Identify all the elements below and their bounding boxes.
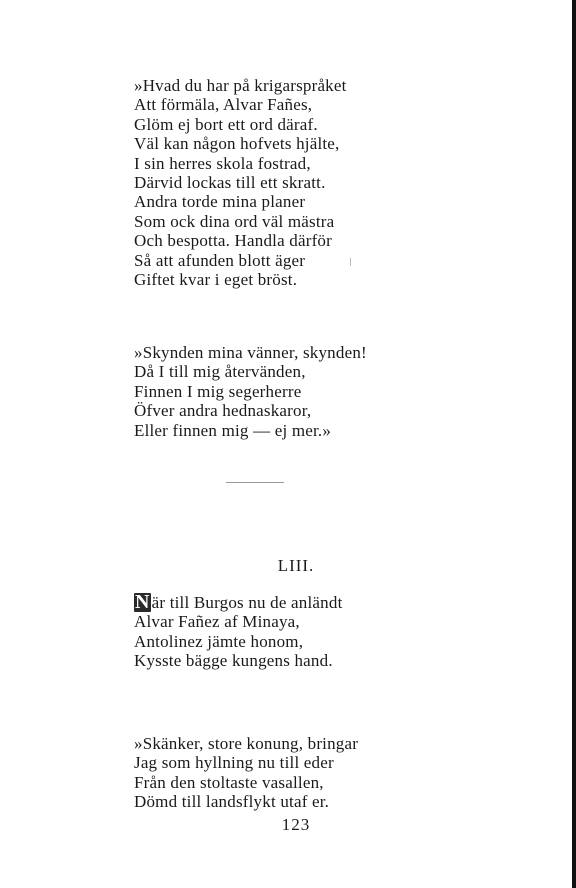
verse-line: Kysste bägge kungens hand. bbox=[134, 651, 333, 671]
verse-line-rest: är till Burgos nu de anländt bbox=[151, 593, 343, 612]
verse-line: Finnen I mig segerherre bbox=[134, 381, 302, 401]
verse-line: Eller finnen mig — ej mer.» bbox=[134, 420, 332, 440]
verse-line: Och bespotta. Handla därför bbox=[134, 231, 332, 251]
page-edge-shadow bbox=[572, 0, 576, 888]
verse-line: »Skänker, store konung, bringar bbox=[134, 734, 359, 753]
verse-line: Så att afunden blott äger bbox=[134, 250, 306, 270]
verse-line: Alvar Fañez af Minaya, bbox=[134, 612, 300, 632]
page-number: 123 bbox=[281, 815, 311, 834]
verse-line: Då I till mig återvänden, bbox=[134, 362, 306, 382]
section-divider bbox=[226, 482, 284, 483]
verse-line: Antolinez jämte honom, bbox=[134, 631, 304, 651]
verse-line: Öfver andra hednaskaror, bbox=[134, 401, 312, 421]
stanza-skanker bbox=[134, 734, 358, 812]
verse-line: Som ock dina ord väl mästra bbox=[134, 211, 335, 231]
verse-line: »Hvad du har på krigarspråket bbox=[134, 76, 347, 95]
verse-line: Glöm ej bort ett ord däraf. bbox=[134, 114, 318, 134]
verse-line: Att förmäla, Alvar Fañes, bbox=[134, 95, 313, 115]
verse-line: Dömd till landsflykt utaf er. bbox=[134, 792, 330, 812]
verse-line: »Skynden mina vänner, skynden! bbox=[134, 343, 367, 362]
verse-line: Jag som hyllning nu till eder bbox=[134, 753, 334, 773]
chapter-heading: LIII. bbox=[277, 556, 315, 575]
verse-line: Därvid lockas till ett skratt. bbox=[134, 173, 326, 193]
stanza-hvad-du-har bbox=[134, 76, 347, 289]
paper-speck bbox=[350, 258, 351, 266]
verse-line: Giftet kvar i eget bröst. bbox=[134, 270, 298, 290]
verse-line: Från den stoltaste vasallen, bbox=[134, 772, 324, 792]
verse-line: Andra torde mina planer bbox=[134, 192, 306, 212]
stanza-nar-till-burgos bbox=[134, 593, 343, 671]
stanza-skynden bbox=[134, 343, 367, 440]
verse-line: Väl kan någon hofvets hjälte, bbox=[134, 134, 340, 154]
verse-line-first bbox=[134, 593, 343, 612]
verse-line: I sin herres skola fostrad, bbox=[134, 153, 311, 173]
ornamental-initial: N bbox=[135, 591, 150, 613]
